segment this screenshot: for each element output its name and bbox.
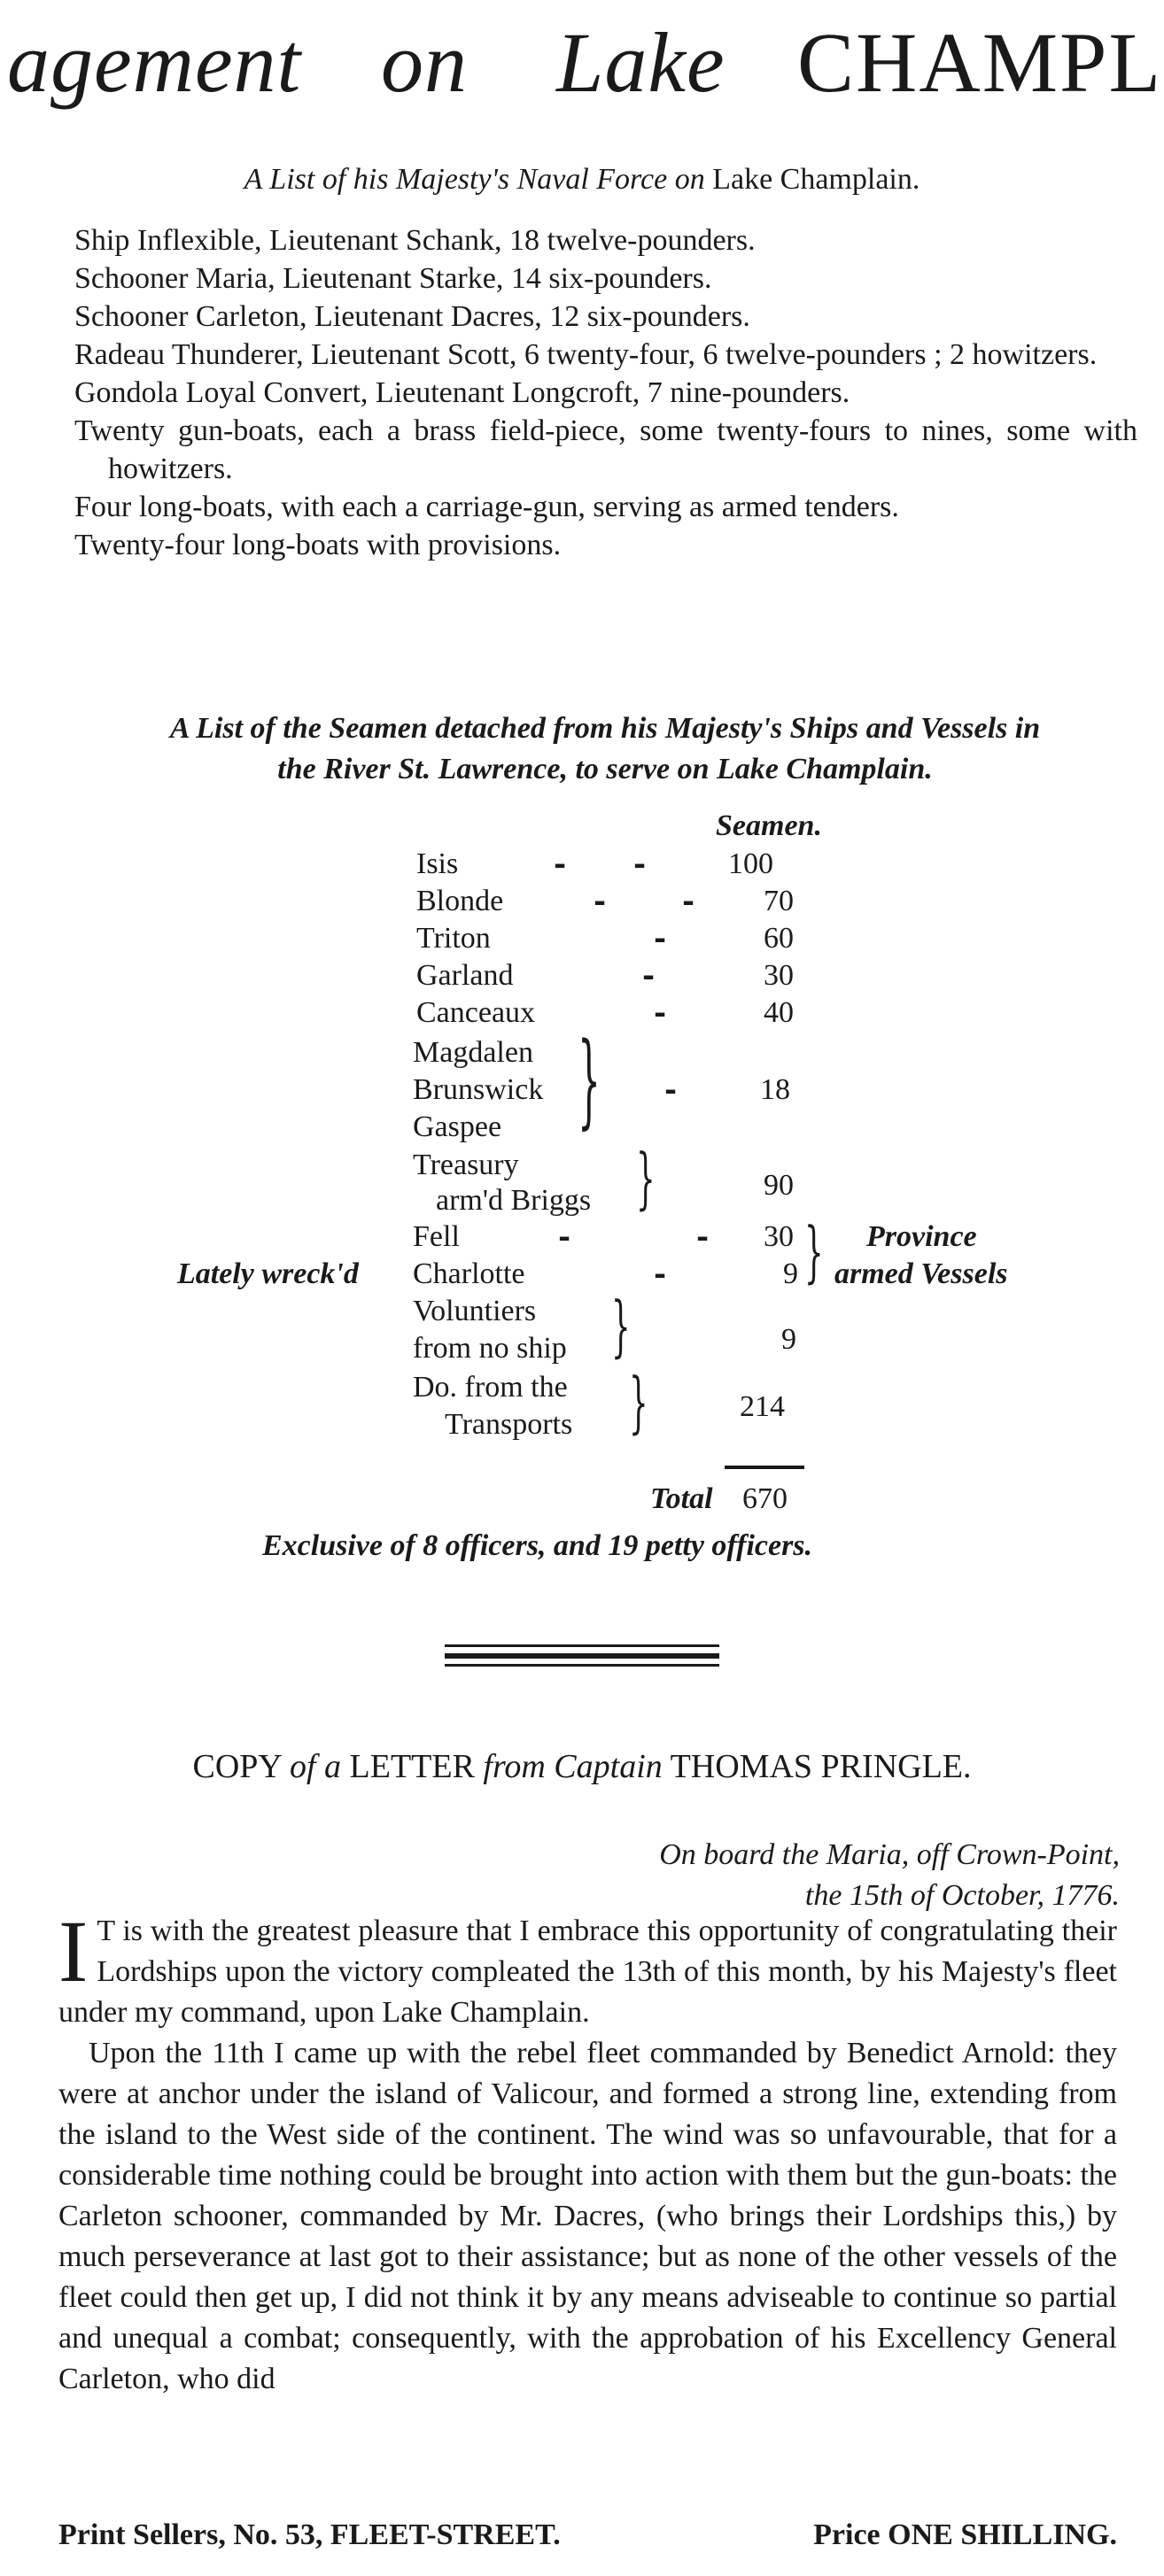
force-item: Schooner Carleton, Lieutenant Dacres, 12 six-pounders. [74,300,750,333]
letter-title-letter: LETTER [349,1748,475,1785]
ship-name: Canceaux [416,996,536,1029]
letter-body [58,1902,1117,2400]
footer-price: Price ONE SHILLING. [813,2518,1117,2551]
seamen-count: 60 [764,922,794,955]
right-brace: } [636,1141,656,1219]
seamen-count: 40 [764,996,794,1029]
leader-dash: - [558,1219,571,1255]
header-word-3: Lake [556,15,726,110]
seamen-count: 18 [760,1073,790,1106]
letter-title-from: from Captain [483,1748,663,1785]
footer-imprint: Print Sellers, No. 53, FLEET-STREET. [58,2518,561,2551]
right-brace: } [611,1288,631,1367]
header-word-1: agement [7,15,302,110]
force-item: Twenty-four long-boats with provisions. [74,529,562,561]
ship-name: Isis [416,847,459,880]
ship-name: Do. from the [413,1371,568,1404]
letter-title-copy: COPY [192,1748,282,1785]
seamen-count: 214 [740,1390,785,1423]
seamen-count: 100 [728,847,773,880]
right-brace: } [578,1021,601,1142]
seamen-count: 90 [764,1169,794,1202]
leader-dash: - [654,995,667,1031]
force-item: Schooner Maria, Lieutenant Starke, 14 six-pounders. [74,262,712,295]
seamen-title-line-1: A List of the Seamen detached from his Majesty's Ships and Vessels in [169,712,1041,745]
leader-dash: - [654,921,667,956]
seamen-column-header: Seamen. [716,809,822,842]
total-rule [725,1466,804,1469]
right-brace: } [804,1214,824,1293]
seamen-count: 30 [764,959,794,992]
leader-dash: - [642,958,656,994]
seamen-title-line-2: the River St. Lawrence, to serve on Lake Champlain. [277,753,933,785]
force-item: Twenty gun-boats, each a brass field-piece, some twenty-fours to nines, some with howitzers. [74,414,1137,485]
page-header [0,5,1164,120]
force-item: Radeau Thunderer, Lieutenant Scott, 6 twenty-four, 6 twelve-pounders ; 2 howitzers. [74,338,1098,371]
force-list-title [0,159,1164,200]
leader-dash: - [696,1219,710,1255]
ship-name: Transports [445,1408,573,1441]
leader-dash: - [664,1072,678,1108]
ship-name: Blonde [416,885,504,917]
letter-dateline [411,1835,1120,1916]
force-list-title-italic: A List of his Majesty's Naval Force on [244,163,705,196]
force-item: Four long-boats, with each a carriage-gun, serving as armed tenders. [74,491,899,523]
seamen-count: 9 [783,1257,798,1290]
page-footer [58,2515,1117,2556]
total-label: Total [650,1482,713,1515]
total-value: 670 [742,1482,788,1515]
exclusive-note: Exclusive of 8 officers, and 19 petty officers. [262,1529,813,1562]
letter-title-name: THOMAS PRINGLE. [670,1748,972,1785]
dateline-line-1: On board the Maria, off Crown-Point, [659,1838,1120,1871]
ship-name: Charlotte [413,1257,525,1290]
lately-wreckd-note: Lately wreck'd [177,1257,359,1290]
letter-paragraph: Upon the 11th I came up with the rebel fleet commanded by Benedict Arnold: they were at anchor under the island of Valicour, and formed a strong line, extending from the island to the West side of the continent. The wind was so unfavourable, that for a considerable time nothing could be brought into action with them but the gun-boats: the Carleton schooner, commanded by Mr. Dacres, (who brings their Lordships this,) by much perseverance at last got to their assistance; but as none of the other vessels of the fleet could then get up, I did not think it by any means adviseable to continue so partial and unequal a combat; consequently, with the approbation of his Excellency General Carleton, who did [58,2037,1117,2395]
paragraph-text: T is with the greatest pleasure that I embrace this opportunity of congratulating their Lordships upon the victory compleated the 13th of this month, by his Majesty's fleet under my command, upon Lake Champlain. [58,1915,1117,2029]
section-divider [445,1644,719,1671]
province-note-line-1: Province [866,1220,977,1253]
ship-name: Triton [416,922,491,955]
ship-name: from no ship [413,1332,567,1365]
letter-paragraph [58,1902,1117,2033]
letter-title [0,1744,1164,1789]
leader-dash: - [682,884,695,919]
right-brace: } [629,1365,648,1443]
leader-dash: - [654,1257,667,1292]
seamen-count: 9 [781,1323,796,1356]
force-list-title-roman: Lake Champlain. [712,163,920,196]
dateline-line-2: the 15th of October, 1776. [804,1879,1120,1912]
province-note-line-2: armed Vessels [834,1257,1008,1290]
seamen-count: 30 [764,1220,794,1253]
letter-title-of-a: of a [289,1748,342,1785]
force-item: Ship Inflexible, Lieutenant Schank, 18 twelve-pounders. [74,224,756,257]
header-word-4: CHAMPL [797,15,1163,110]
ship-name: Garland [416,959,514,992]
seamen-count: 70 [764,885,794,917]
force-list [74,221,1137,564]
ship-name: Brunswick [413,1073,544,1106]
ship-name: Gaspee [413,1110,502,1143]
ship-name: Treasury [413,1149,519,1181]
ship-name: arm'd Briggs [436,1184,592,1217]
ship-name: Fell [413,1220,460,1253]
ship-name: Magdalen [413,1036,533,1069]
force-item: Gondola Loyal Convert, Lieutenant Longcroft, 7 nine-pounders. [74,376,850,409]
ship-name: Voluntiers [413,1295,537,1327]
seamen-list-title [69,708,1141,790]
drop-cap: I [58,1902,89,2000]
leader-dash: - [633,847,647,882]
leader-dash: - [554,847,567,882]
header-word-2: on [381,15,468,110]
leader-dash: - [594,884,607,919]
